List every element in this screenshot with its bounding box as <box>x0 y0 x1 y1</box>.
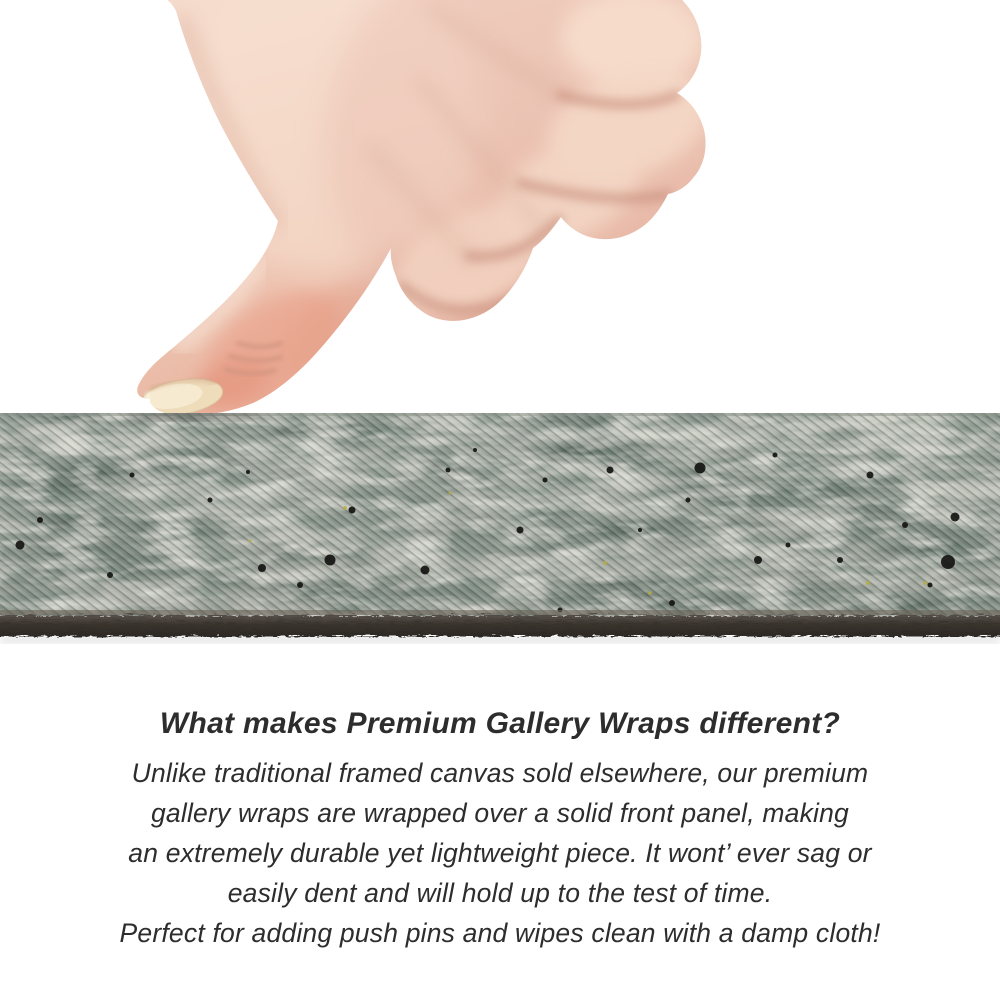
caption <box>0 702 1000 953</box>
caption-line-3: an extremely durable yet lightweight piece. It wont’ ever sag or <box>128 838 872 868</box>
canvas-texture <box>0 413 1000 619</box>
hand-photo <box>0 0 1000 420</box>
canvas-strip-photo <box>0 413 1000 653</box>
caption-line-2: gallery wraps are wrapped over a solid front panel, making <box>150 798 849 828</box>
caption-line-4: easily dent and will hold up to the test of time. <box>227 878 773 908</box>
caption-heading: What makes Premium Gallery Wraps different? <box>159 707 841 740</box>
caption-line-1: Unlike traditional framed canvas sold elsewhere, our premium <box>131 758 869 788</box>
canvas-dark-edge <box>0 610 1000 643</box>
caption-line-5: Perfect for adding push pins and wipes clean with a damp cloth! <box>119 918 881 948</box>
